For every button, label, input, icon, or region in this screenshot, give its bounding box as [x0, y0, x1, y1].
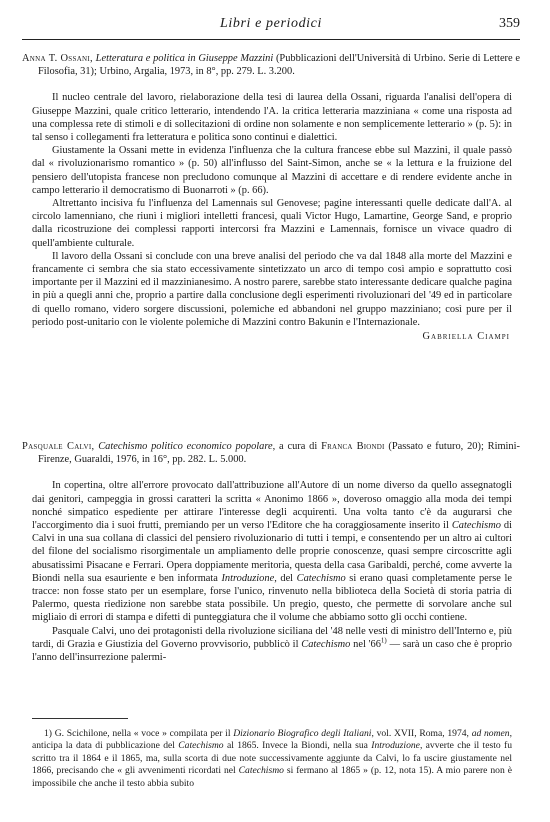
review-ossani: [22, 52, 520, 342]
italic-title: Dizionario Biografico degli Italiani: [233, 728, 372, 739]
page-header: [22, 16, 520, 42]
paragraph: Altrettanto incisiva fu l'influenza del Lamennais sul Genovese; pagine interessanti quelle dedicate dall'A. al circolo lamenniano, che riunì i migliori intelletti francesi, quali Victor Hugo, Lamartine, George Sand, e proprio dalla ricostruzione dei complessi rapporti intercorsi fra Mazzini e Lamennais, fornisce un vivace quadro di quell'ambiente culturale.: [32, 198, 512, 249]
citation-ossani: [22, 52, 520, 78]
citation-calvi: [22, 440, 520, 466]
italic-term: ad nomen: [471, 728, 510, 739]
text-run: , anticipa la data di pubblicazione del: [32, 728, 512, 752]
text-run: — sarà un caso che è proprio l'anno dell'insurrezione palermi-: [32, 638, 512, 664]
text-run: G. Scichilone, nella « voce » compilata per il: [54, 728, 231, 739]
text-run: , del: [274, 572, 294, 584]
text-run: In copertina, oltre all'errore provocato dall'attribuzione all'Autore di un nome diverso da quello assegnatogli dai genitori, campeggia in grossi caratteri la scritta « Anonimo 1866 », doveroso omaggio alla moda dei tempi nonché simpatico espediente per attirare l'interesse degli acquirenti. Una volta tanto c'è da augurarsi che l'accorgimento dia i suoi frutti, premiando per un verso l'Editore che ha coraggiosamente inserito il: [32, 480, 512, 532]
footnote-number: 1): [44, 728, 52, 739]
reviewer-signature: Gabriella Ciampi: [422, 331, 510, 343]
review-calvi: [22, 440, 520, 664]
text-run: , vol. XVII, Roma, 1974,: [371, 728, 469, 739]
paragraph: Il nucleo centrale del lavoro, rielaborazione della tesi di laurea della Ossani, riguarda l'analisi dell'opera di Giuseppe Mazzini, quale critico letterario, intendendo l'A. la critica letteraria mazziniana « come una risposta ad una complessa rete di stimoli e di sollecitazioni di ordine non solamente e non semplicemente letterario » (p. 5): in tal senso i collegamenti fra letteratura e politica sono continui e dialettici.: [32, 92, 512, 144]
italic-title: Catechismo: [238, 765, 284, 777]
header-rule: [22, 39, 520, 40]
publication-details: (Passato e futuro, 20); Rimini-Firenze, Guaraldi, 1976, in 16°, pp. 282. L. 5.000.: [38, 441, 520, 466]
italic-title: Introduzione: [221, 572, 275, 584]
footnote-rule: [32, 718, 128, 719]
paragraph: [22, 479, 520, 624]
page-number: 359: [499, 16, 520, 31]
book-title: Letteratura e politica in Giuseppe Mazzini: [95, 53, 274, 64]
text-run: al 1865. Invece la Biondi, nella sua: [226, 740, 368, 752]
italic-title: Catechismo: [451, 520, 501, 532]
paragraph: Giustamente la Ossani mette in evidenza l'influenza che la cultura francese ebbe sul Mazzini, il quale passò dal « rivoluzionarismo romantico » (p. 50) all'influsso del Saint-Simon, anche se « la lettura e la fruizione del pensiero dell'utopista francese non precludono comunque al Mazzini di accettare e di rendere evidente anche in campo letterario il democratismo di Buonarroti » (p. 66).: [32, 145, 512, 196]
text-run: Pasquale Calvi, uno dei protagonisti della rivoluzione siciliana del '48 nelle vesti di ministro dell'Interno e, più tardi, di Grazia e Giustizia del Governo provvisorio, pubblicò il: [32, 625, 512, 650]
text-run: di Calvi in una sua collana di classici del pensiero rivoluzionario di tutti i tempi, e consentendo per un altro ai cultori del filone del socialismo risorgimentale un ampliamento delle proprie conoscenze, quasi sempre circoscritte agli abusatissimi Pisacane e Ferrari. Opera doppiamente meritoria, questa della casa Garibaldi, perché, come avverte la Biondi nella sua esauriente e ben informata: [32, 520, 512, 584]
curator-name: Franca Biondi: [321, 441, 385, 452]
footnote: [32, 728, 512, 790]
text-run: , avverte che il testo fu scritto tra il 1864 e il 1865, ma, sulla scorta di due note successivamente aggiunte da Calvi, lo fa uscire giustamente nel 1866, precisando che « gli avvenimenti ricordati nel: [32, 740, 512, 777]
text-run: si fermano al 1865 » (p. 12, nota 15). A mio parere non è impossibile che anche il testo abbia subito: [32, 765, 512, 789]
publication-details: (Pubblicazioni dell'Università di Urbino. Serie di Lettere e Filosofia, 31); Urbino, Argalia, 1973, in 8°, pp. 279. L. 3.200.: [38, 53, 520, 78]
footnote-reference: 1): [380, 636, 387, 645]
review-author: Anna T. Ossani,: [22, 53, 93, 64]
running-head: Libri e periodici: [220, 16, 322, 31]
italic-title: Catechismo: [301, 638, 351, 650]
italic-title: Catechismo: [296, 572, 346, 584]
italic-title: Catechismo: [178, 740, 224, 752]
text-run: nel '66: [353, 638, 381, 650]
review-author: Pasquale Calvi,: [22, 441, 95, 452]
book-title: Catechismo politico economico popolare: [98, 441, 273, 452]
italic-title: Introduzione: [371, 740, 420, 752]
paragraph: [22, 625, 520, 665]
text-run: si erano quasi completamente perse le tracce: non fosse stato per un esemplare, forse l'unico, rinvenuto nella biblioteca della Società di storia patria di Palermo, questa riedizione non sarebbe stata possibile. Un pregio, questo, che permette di sorvolare anche sul migliaio di errori di stampa e difetti di punteggiatura che il volume che abbiamo sotto gli occhi contiene.: [32, 572, 512, 624]
curator-prefix: , a cura di: [272, 441, 318, 452]
paragraph: Il lavoro della Ossani si conclude con una breve analisi del periodo che va dal 1848 alla morte del Mazzini e francamente ci sembra che sia stato eccessivamente sintetizzato un arco di tempo così ampio e soprattutto così importante per il Mazzini ed il mazzinianesimo. A nostro parere, sarebbe stato interessante dedicare qualche pagina in più a quegli anni che, proprio a partire dalla conclusione degli esperimenti rivoluzionari del '49 ed in particolare di quello romano, videro sorgere discussioni, polemiche ed abbandoni nel gruppo mazziniano; così pure per il periodo post-unitario con le violente polemiche di Mazzini contro Bakunin e l'Internazionale.: [32, 250, 512, 328]
